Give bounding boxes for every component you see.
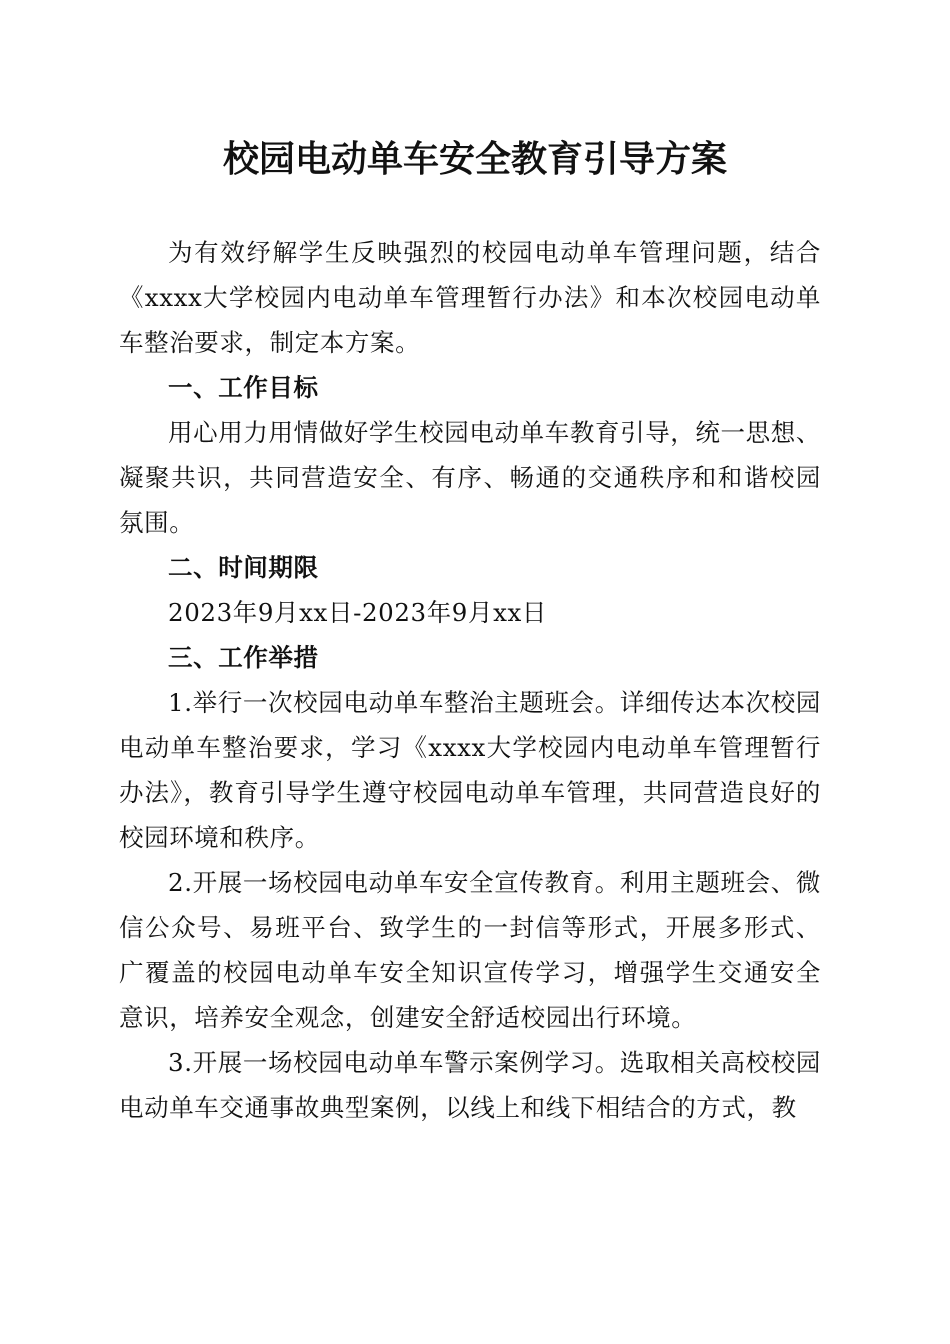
section-heading-measures: 三、工作举措	[168, 643, 319, 672]
document-body	[119, 230, 821, 1130]
section-heading-timeframe: 二、时间期限	[168, 553, 319, 582]
document-title: 校园电动单车安全教育引导方案	[222, 138, 727, 180]
section-paragraph: 1.举行一次校园电动单车整治主题班会。详细传达本次校园电动单车整治要求，学习《xxxx大学校园内电动单车管理暂行办法》，教育引导学生遵守校园电动单车管理，共同营造良好的校园环境和秩序。	[119, 688, 821, 852]
section-paragraph: 3.开展一场校园电动单车警示案例学习。选取相关高校校园电动单车交通事故典型案例，以线上和线下相结合的方式，教	[119, 1048, 821, 1122]
section-paragraph: 2023年9月xx日-2023年9月xx日	[168, 598, 548, 627]
section-heading-goals: 一、工作目标	[168, 373, 319, 402]
intro-paragraph: 为有效纾解学生反映强烈的校园电动单车管理问题，结合《xxxx大学校园内电动单车管理暂行办法》和本次校园电动单车整治要求，制定本方案。	[119, 238, 821, 357]
section-paragraph: 2.开展一场校园电动单车安全宣传教育。利用主题班会、微信公众号、易班平台、致学生的一封信等形式，开展多形式、广覆盖的校园电动单车安全知识宣传学习，增强学生交通安全意识，培养安全观念，创建安全舒适校园出行环境。	[119, 868, 821, 1032]
section-paragraph: 用心用力用情做好学生校园电动单车教育引导，统一思想、凝聚共识，共同营造安全、有序、畅通的交通秩序和和谐校园氛围。	[119, 418, 821, 537]
